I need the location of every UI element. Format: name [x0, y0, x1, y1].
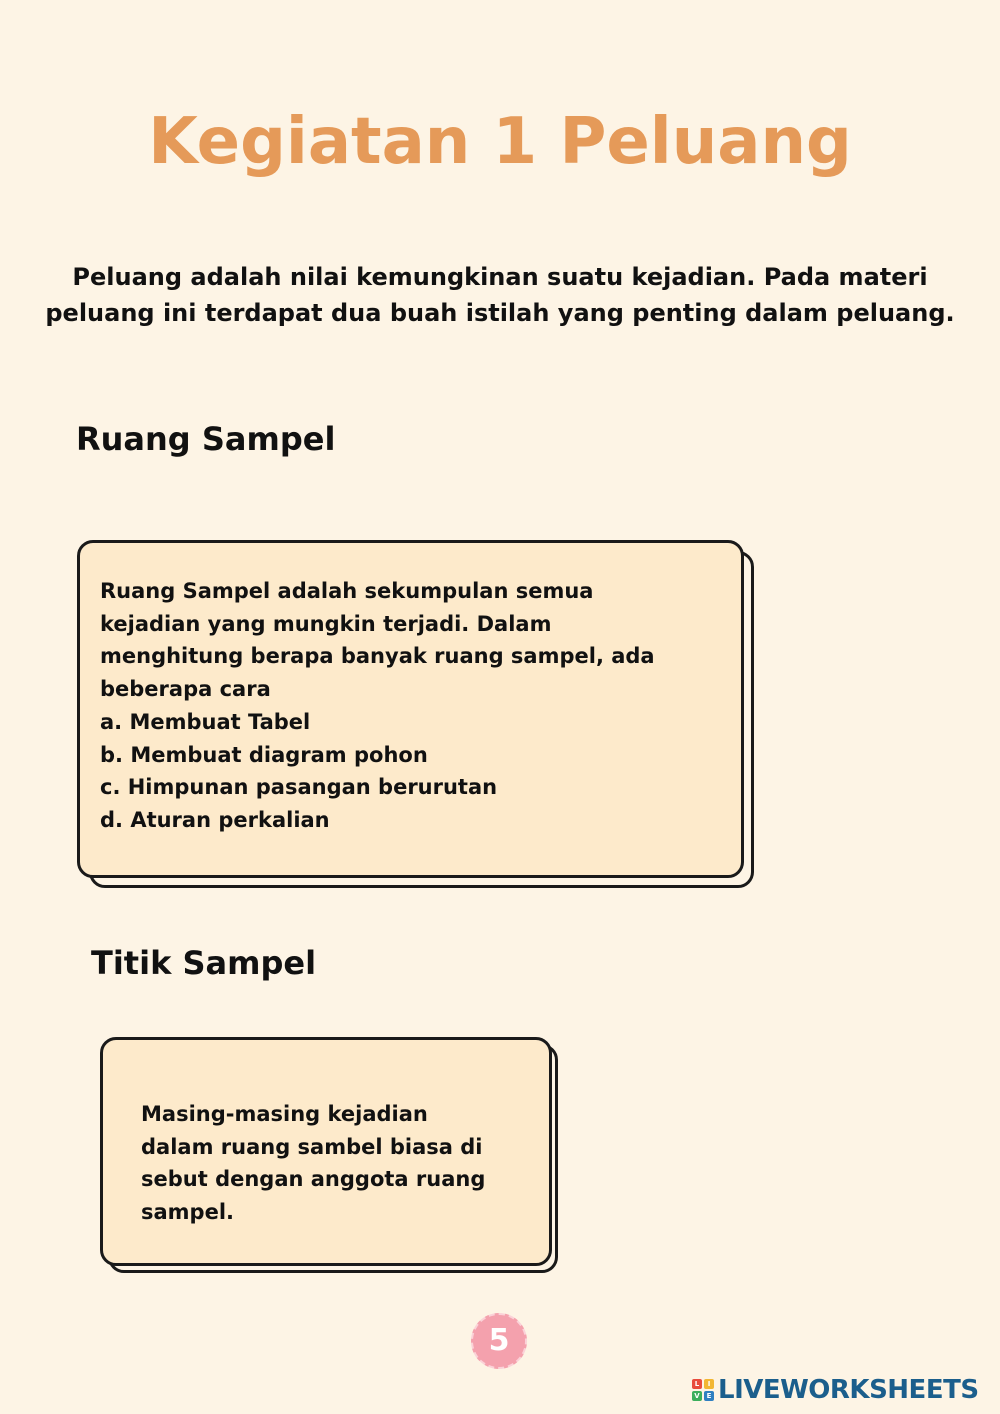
- titik-sampel-text: [141, 1098, 485, 1229]
- logo-tile: V: [692, 1391, 702, 1401]
- page-title: Kegiatan 1 Peluang: [148, 105, 852, 179]
- card-line: dalam ruang sambel biasa di: [141, 1134, 483, 1159]
- ruang-sampel-heading: Ruang Sampel: [76, 420, 336, 458]
- card-line: Masing-masing kejadian: [141, 1102, 428, 1126]
- card-line: sebut dengan anggota ruang: [141, 1167, 486, 1192]
- list-item-aturan-perkalian: d. Aturan perkalian: [100, 807, 330, 832]
- titik-sampel-heading: Titik Sampel: [91, 944, 317, 982]
- logo-tile: L: [692, 1379, 702, 1389]
- intro-line: Peluang adalah nilai kemungkinan suatu kejadian. Pada materi: [72, 263, 928, 291]
- intro-line: peluang ini terdapat dua buah istilah yang penting dalam peluang.: [45, 299, 955, 327]
- list-item-tabel: a. Membuat Tabel: [100, 709, 311, 734]
- intro-paragraph: [20, 259, 980, 331]
- card-line: sampel.: [141, 1200, 235, 1225]
- page-number: 5: [488, 1323, 510, 1358]
- liveworksheets-logo-icon: [692, 1379, 714, 1401]
- card-line: menghitung berapa banyak ruang sampel, ada: [100, 644, 655, 669]
- list-item-himpunan: c. Himpunan pasangan berurutan: [100, 775, 498, 800]
- card-line: Ruang Sampel adalah sekumpulan semua: [100, 579, 594, 603]
- list-item-diagram-pohon: b. Membuat diagram pohon: [100, 742, 428, 767]
- page-number-badge: [471, 1313, 527, 1369]
- logo-tile: E: [704, 1391, 714, 1401]
- liveworksheets-brand: [692, 1372, 979, 1408]
- liveworksheets-wordmark: LIVEWORKSHEETS: [718, 1375, 979, 1405]
- ruang-sampel-text: [100, 575, 655, 837]
- card-line: kejadian yang mungkin terjadi. Dalam: [100, 611, 552, 636]
- card-line: beberapa cara: [100, 677, 271, 702]
- logo-tile: I: [704, 1379, 714, 1389]
